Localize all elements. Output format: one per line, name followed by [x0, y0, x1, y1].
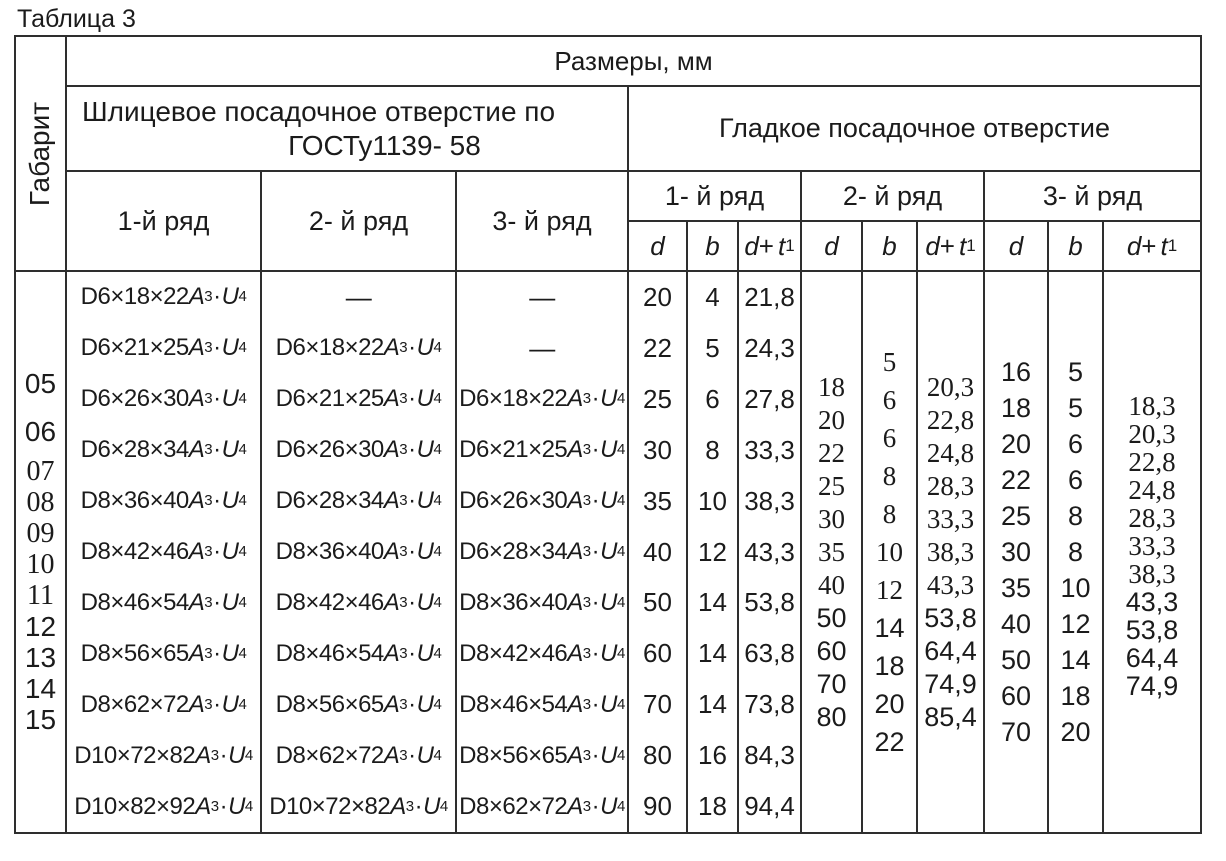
value-line: D10×72×82 A 3 · U 4: [269, 792, 448, 820]
value-line: 84,3: [744, 740, 795, 771]
value-line: 70: [1000, 716, 1032, 747]
value-line: 6: [882, 384, 897, 415]
subcol-dt-1: d + t 1: [739, 222, 802, 272]
value-line: 14: [698, 587, 727, 618]
spline-col2-header: 2- й ряд: [262, 172, 457, 272]
smooth2-dt-values: [918, 272, 985, 832]
value-line: D10×72×82 A 3 · U 4: [74, 741, 253, 769]
value-line: 60: [1000, 680, 1032, 711]
value-line: 18: [1000, 392, 1032, 423]
value-line: D8×62×72 A 3 · U 4: [459, 792, 625, 820]
value-line: 8: [1067, 500, 1084, 531]
value-line: D6×21×25 A 3 · U 4: [275, 385, 442, 413]
value-line: 40: [643, 536, 672, 567]
sizes-header: Размеры, мм: [67, 37, 1200, 87]
dimensions-table: [14, 35, 1202, 834]
value-line: D8×46×54 A 3 · U 4: [459, 690, 625, 718]
value-line: 85,4: [924, 701, 977, 732]
value-line: D6×28×34 A 3 · U 4: [80, 436, 247, 464]
value-line: 5: [882, 346, 897, 377]
value-line: 64,4: [924, 635, 977, 666]
value-line: —: [529, 281, 555, 312]
value-line: 60: [816, 635, 847, 666]
value-line: 14: [24, 673, 57, 704]
smooth3-d-values: [985, 272, 1049, 832]
subcol-b-1: b: [688, 222, 739, 272]
subcol-dt-3: d + t 1: [1104, 222, 1200, 272]
value-line: D6×21×25 A 3 · U 4: [80, 334, 247, 362]
value-line: 20,3: [926, 371, 975, 402]
value-line: D8×36×40 A 3 · U 4: [275, 538, 442, 565]
value-line: 18: [818, 371, 845, 402]
spline-col3-header: 3- й ряд: [457, 172, 629, 272]
value-line: 64,4: [1125, 642, 1179, 673]
spline-section-header: [67, 87, 629, 172]
value-line: 12: [1060, 608, 1091, 639]
value-line: 08: [26, 487, 55, 518]
value-line: 28,3: [926, 470, 975, 501]
subcol-d-1: d: [629, 222, 688, 272]
value-line: D6×21×25 A 3 · U 4: [459, 436, 625, 464]
value-line: 6: [1067, 428, 1084, 459]
value-line: 40: [818, 569, 845, 600]
value-line: 10: [698, 485, 727, 516]
value-line: 63,8: [744, 638, 795, 669]
value-line: 27,8: [744, 383, 795, 414]
value-line: 24,8: [1128, 474, 1176, 505]
value-line: 25: [643, 383, 672, 414]
smooth1-d-values: [629, 272, 688, 832]
value-line: 10: [876, 536, 903, 567]
smooth-group2-header: 2- й ряд: [802, 172, 985, 222]
value-line: 07: [26, 456, 55, 487]
value-line: 20: [1000, 428, 1032, 459]
subcol-d-2: d: [802, 222, 863, 272]
value-line: D6×26×30 A 3 · U 4: [80, 385, 247, 413]
subcol-dt-2: d + t 1: [918, 222, 985, 272]
value-line: 13: [24, 642, 57, 673]
value-line: 18: [1060, 680, 1091, 711]
value-line: 28,3: [1128, 502, 1176, 533]
value-line: 33,3: [926, 503, 975, 534]
value-line: 94,4: [744, 791, 795, 822]
value-line: 12: [698, 536, 727, 567]
value-line: 53,8: [744, 587, 795, 618]
smooth1-b-values: [688, 272, 739, 832]
value-line: 33,3: [744, 434, 795, 465]
value-line: D10×82×92 A 3 · U 4: [74, 792, 253, 820]
value-line: 22,8: [926, 404, 975, 435]
smooth2-b-values: [863, 272, 918, 832]
subcol-d-3: d: [985, 222, 1049, 272]
value-line: 25: [1000, 500, 1032, 531]
value-line: 60: [643, 638, 672, 669]
smooth3-dt-values: [1104, 266, 1200, 826]
value-line: 20,3: [1128, 418, 1176, 449]
value-line: 50: [816, 602, 847, 633]
value-line: 16: [698, 740, 727, 771]
value-line: 5: [705, 332, 720, 363]
subcol-b-3: b: [1049, 222, 1104, 272]
value-line: D8×42×46 A 3 · U 4: [80, 538, 247, 565]
value-line: 10: [1060, 572, 1091, 603]
value-line: 4: [705, 281, 720, 312]
gabarit-header: [16, 37, 67, 272]
value-line: 53,8: [1125, 614, 1179, 645]
value-line: 73,8: [744, 689, 795, 720]
gabarit-header-label: Габарит: [24, 101, 56, 206]
value-line: 30: [643, 434, 672, 465]
value-line: 35: [1000, 572, 1032, 603]
value-line: D8×56×65 A 3 · U 4: [459, 741, 625, 769]
value-line: 22: [643, 332, 672, 363]
value-line: 09: [26, 518, 55, 549]
smooth-section-header: Гладкое посадочное отверстие: [629, 87, 1200, 172]
value-line: 21,8: [744, 281, 795, 312]
value-line: D6×28×34 A 3 · U 4: [459, 538, 625, 565]
value-line: 16: [1000, 356, 1032, 387]
value-line: 8: [705, 434, 720, 465]
value-line: D8×36×40 A 3 · U 4: [459, 588, 625, 616]
value-line: D8×62×72 A 3 · U 4: [80, 690, 247, 718]
value-line: 8: [882, 498, 897, 529]
value-line: D6×18×22 A 3 · U 4: [80, 283, 247, 311]
value-line: D8×56×65 A 3 · U 4: [80, 639, 247, 667]
value-line: 90: [643, 791, 672, 822]
value-line: 20: [643, 281, 672, 312]
table-caption: Таблица 3: [17, 5, 136, 33]
smooth3-b-values: [1049, 272, 1104, 832]
value-line: 14: [698, 689, 727, 720]
smooth2-d-values: [802, 272, 863, 832]
value-line: 43,3: [744, 536, 795, 567]
value-line: 80: [816, 701, 847, 732]
value-line: 20: [818, 404, 845, 435]
value-line: 12: [876, 574, 903, 605]
value-line: D6×28×34 A 3 · U 4: [275, 487, 442, 515]
value-line: 33,3: [1128, 530, 1176, 561]
value-line: 22: [874, 726, 905, 757]
spline-header-line2: ГОСТу1139- 58: [288, 129, 481, 161]
value-line: 15: [24, 704, 57, 735]
smooth-group1-header: 1- й ряд: [629, 172, 802, 222]
value-line: 50: [1000, 644, 1032, 675]
value-line: 24,8: [926, 437, 975, 468]
subcol-b-2: b: [863, 222, 918, 272]
value-line: 14: [1060, 644, 1091, 675]
spline-col2-values: [262, 272, 457, 832]
value-line: 5: [1067, 356, 1084, 387]
value-line: 18: [698, 791, 727, 822]
value-line: 20: [874, 688, 905, 719]
value-line: 43,3: [1125, 586, 1179, 617]
value-line: 18,3: [1128, 390, 1176, 421]
smooth1-dt-values: [739, 272, 802, 832]
value-line: 12: [24, 611, 57, 642]
value-line: 70: [643, 689, 672, 720]
value-line: D8×42×46 A 3 · U 4: [459, 639, 625, 667]
value-line: 40: [1000, 608, 1032, 639]
value-line: 18: [874, 650, 905, 681]
value-line: 38,3: [1128, 558, 1176, 589]
value-line: 6: [1067, 464, 1084, 495]
value-line: 43,3: [926, 569, 975, 600]
value-line: 30: [1000, 536, 1032, 567]
value-line: 8: [1067, 536, 1084, 567]
value-line: 22,8: [1128, 446, 1176, 477]
value-line: 80: [643, 740, 672, 771]
value-line: D6×26×30 A 3 · U 4: [275, 436, 442, 464]
value-line: 11: [27, 580, 54, 611]
value-line: 5: [1067, 392, 1084, 423]
value-line: 74,9: [1125, 670, 1179, 701]
value-line: 35: [818, 536, 845, 567]
value-line: D8×42×46 A 3 · U 4: [275, 588, 442, 616]
value-line: 22: [818, 437, 845, 468]
value-line: 70: [816, 668, 847, 699]
value-line: D8×56×65 A 3 · U 4: [275, 690, 442, 718]
value-line: D8×46×54 A 3 · U 4: [275, 639, 442, 667]
value-line: D8×46×54 A 3 · U 4: [80, 588, 247, 616]
value-line: 30: [818, 503, 845, 534]
value-line: 05: [24, 368, 57, 399]
value-line: 35: [643, 485, 672, 516]
spline-header-line1: Шлицевое посадочное отверстие по: [82, 95, 556, 127]
value-line: 10: [26, 549, 55, 580]
value-line: 20: [1060, 716, 1091, 747]
value-line: D8×62×72 A 3 · U 4: [275, 741, 442, 769]
value-line: 74,9: [924, 668, 977, 699]
value-line: D6×18×22 A 3 · U 4: [275, 334, 442, 362]
value-line: 6: [882, 422, 897, 453]
value-line: 8: [882, 460, 897, 491]
value-line: 14: [698, 638, 727, 669]
value-line: D6×18×22 A 3 · U 4: [459, 385, 625, 413]
value-line: —: [345, 281, 372, 312]
value-line: 50: [643, 587, 672, 618]
value-line: 38,3: [744, 485, 795, 516]
value-line: 14: [874, 612, 905, 643]
value-line: 22: [1000, 464, 1032, 495]
value-line: 24,3: [744, 332, 795, 363]
spline-col1-header: 1-й ряд: [67, 172, 262, 272]
value-line: 6: [705, 383, 720, 414]
value-line: 38,3: [926, 536, 975, 567]
value-line: D6×26×30 A 3 · U 4: [459, 487, 625, 515]
value-line: 25: [818, 470, 845, 501]
value-line: 53,8: [924, 602, 977, 633]
gabarit-values: [16, 272, 67, 832]
spline-col1-values: [67, 272, 262, 832]
value-line: —: [529, 332, 555, 363]
smooth-group3-header: 3- й ряд: [985, 172, 1200, 222]
spline-col3-values: [457, 272, 629, 832]
value-line: 06: [24, 416, 57, 447]
value-line: D8×36×40 A 3 · U 4: [80, 487, 247, 515]
